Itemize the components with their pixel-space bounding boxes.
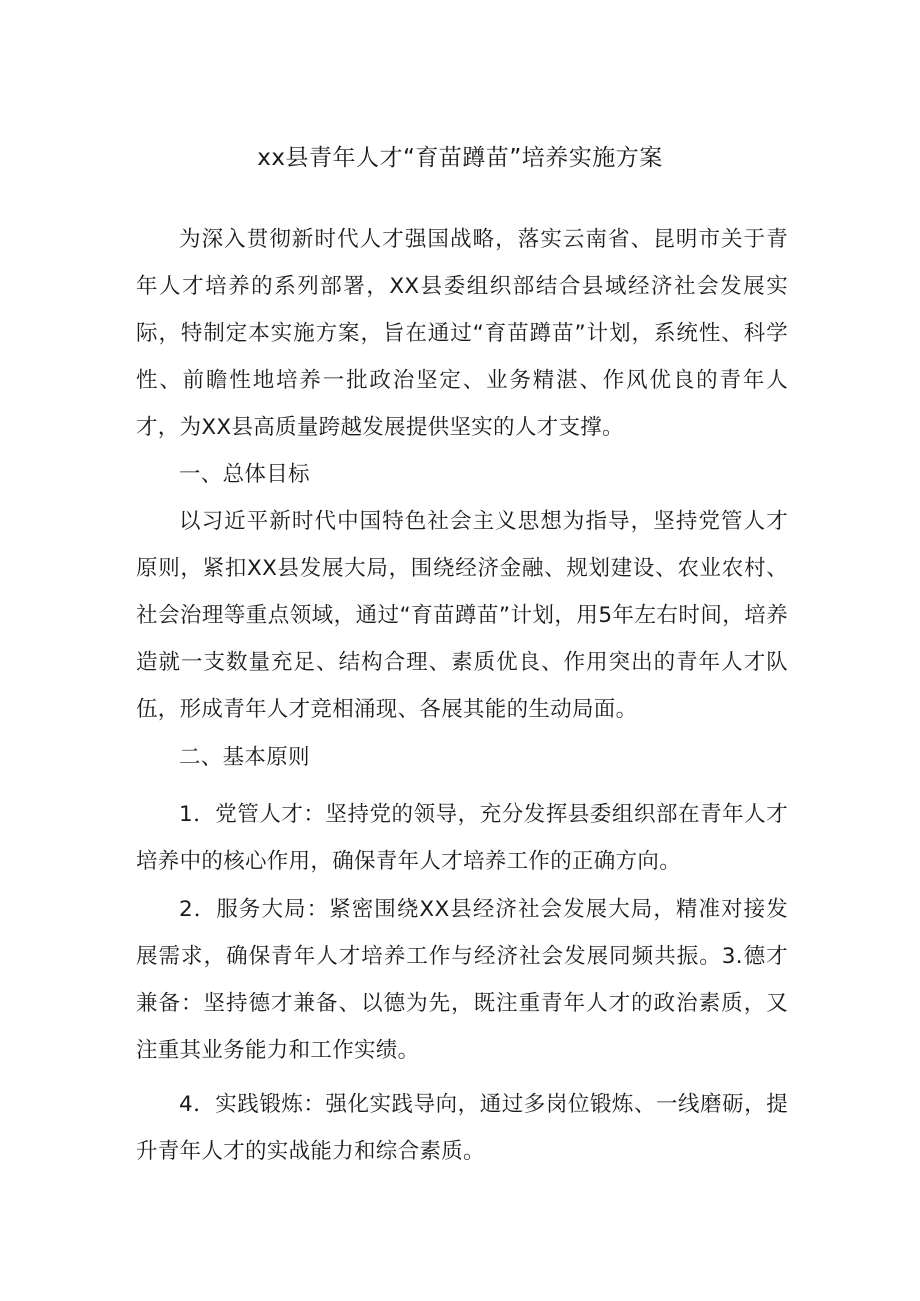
section-heading-goals: 一、总体目标 [179,462,310,487]
principle-item-1: 1．党管人才：坚持党的领导，充分发挥县委组织部在青年人才培养中的核心作用，确保青年人才培养工作的正确方向。 [136,802,788,874]
section-heading-principles: 二、基本原则 [179,745,310,770]
intro-paragraph: 为深入贯彻新时代人才强国战略，落实云南省、昆明市关于青年人才培养的系列部署，XX县委组织部结合县域经济社会发展实际，特制定本实施方案，旨在通过“育苗蹲苗”计划，系统性、科学性、前瞻性地培养一批政治坚定、业务精湛、作风优良的青年人才，为XX县高质量跨越发展提供坚实的人才支撑。 [136,227,788,440]
principle-item-4: 4．实践锻炼：强化实践导向，通过多岗位锻炼、一线磨砺，提升青年人才的实战能力和综合素质。 [136,1092,788,1164]
principle-item-2-3: 2．服务大局：紧密围绕XX县经济社会发展大局，精准对接发展需求，确保青年人才培养工作与经济社会发展同频共振。3.德才兼备：坚持德才兼备、以德为先，既注重青年人才的政治素质，又注重其业务能力和工作实绩。 [136,897,788,1063]
document-title: xx县青年人才“育苗蹲苗”培养实施方案 [257,145,663,171]
goals-paragraph: 以习近平新时代中国特色社会主义思想为指导，坚持党管人才原则，紧扣XX县发展大局，围绕经济金融、规划建设、农业农村、社会治理等重点领域，通过“育苗蹲苗”计划，用5年左右时间，培养造就一支数量充足、结构合理、素质优良、作用突出的青年人才队伍，形成青年人才竞相涌现、各展其能的生动局面。 [136,509,788,722]
